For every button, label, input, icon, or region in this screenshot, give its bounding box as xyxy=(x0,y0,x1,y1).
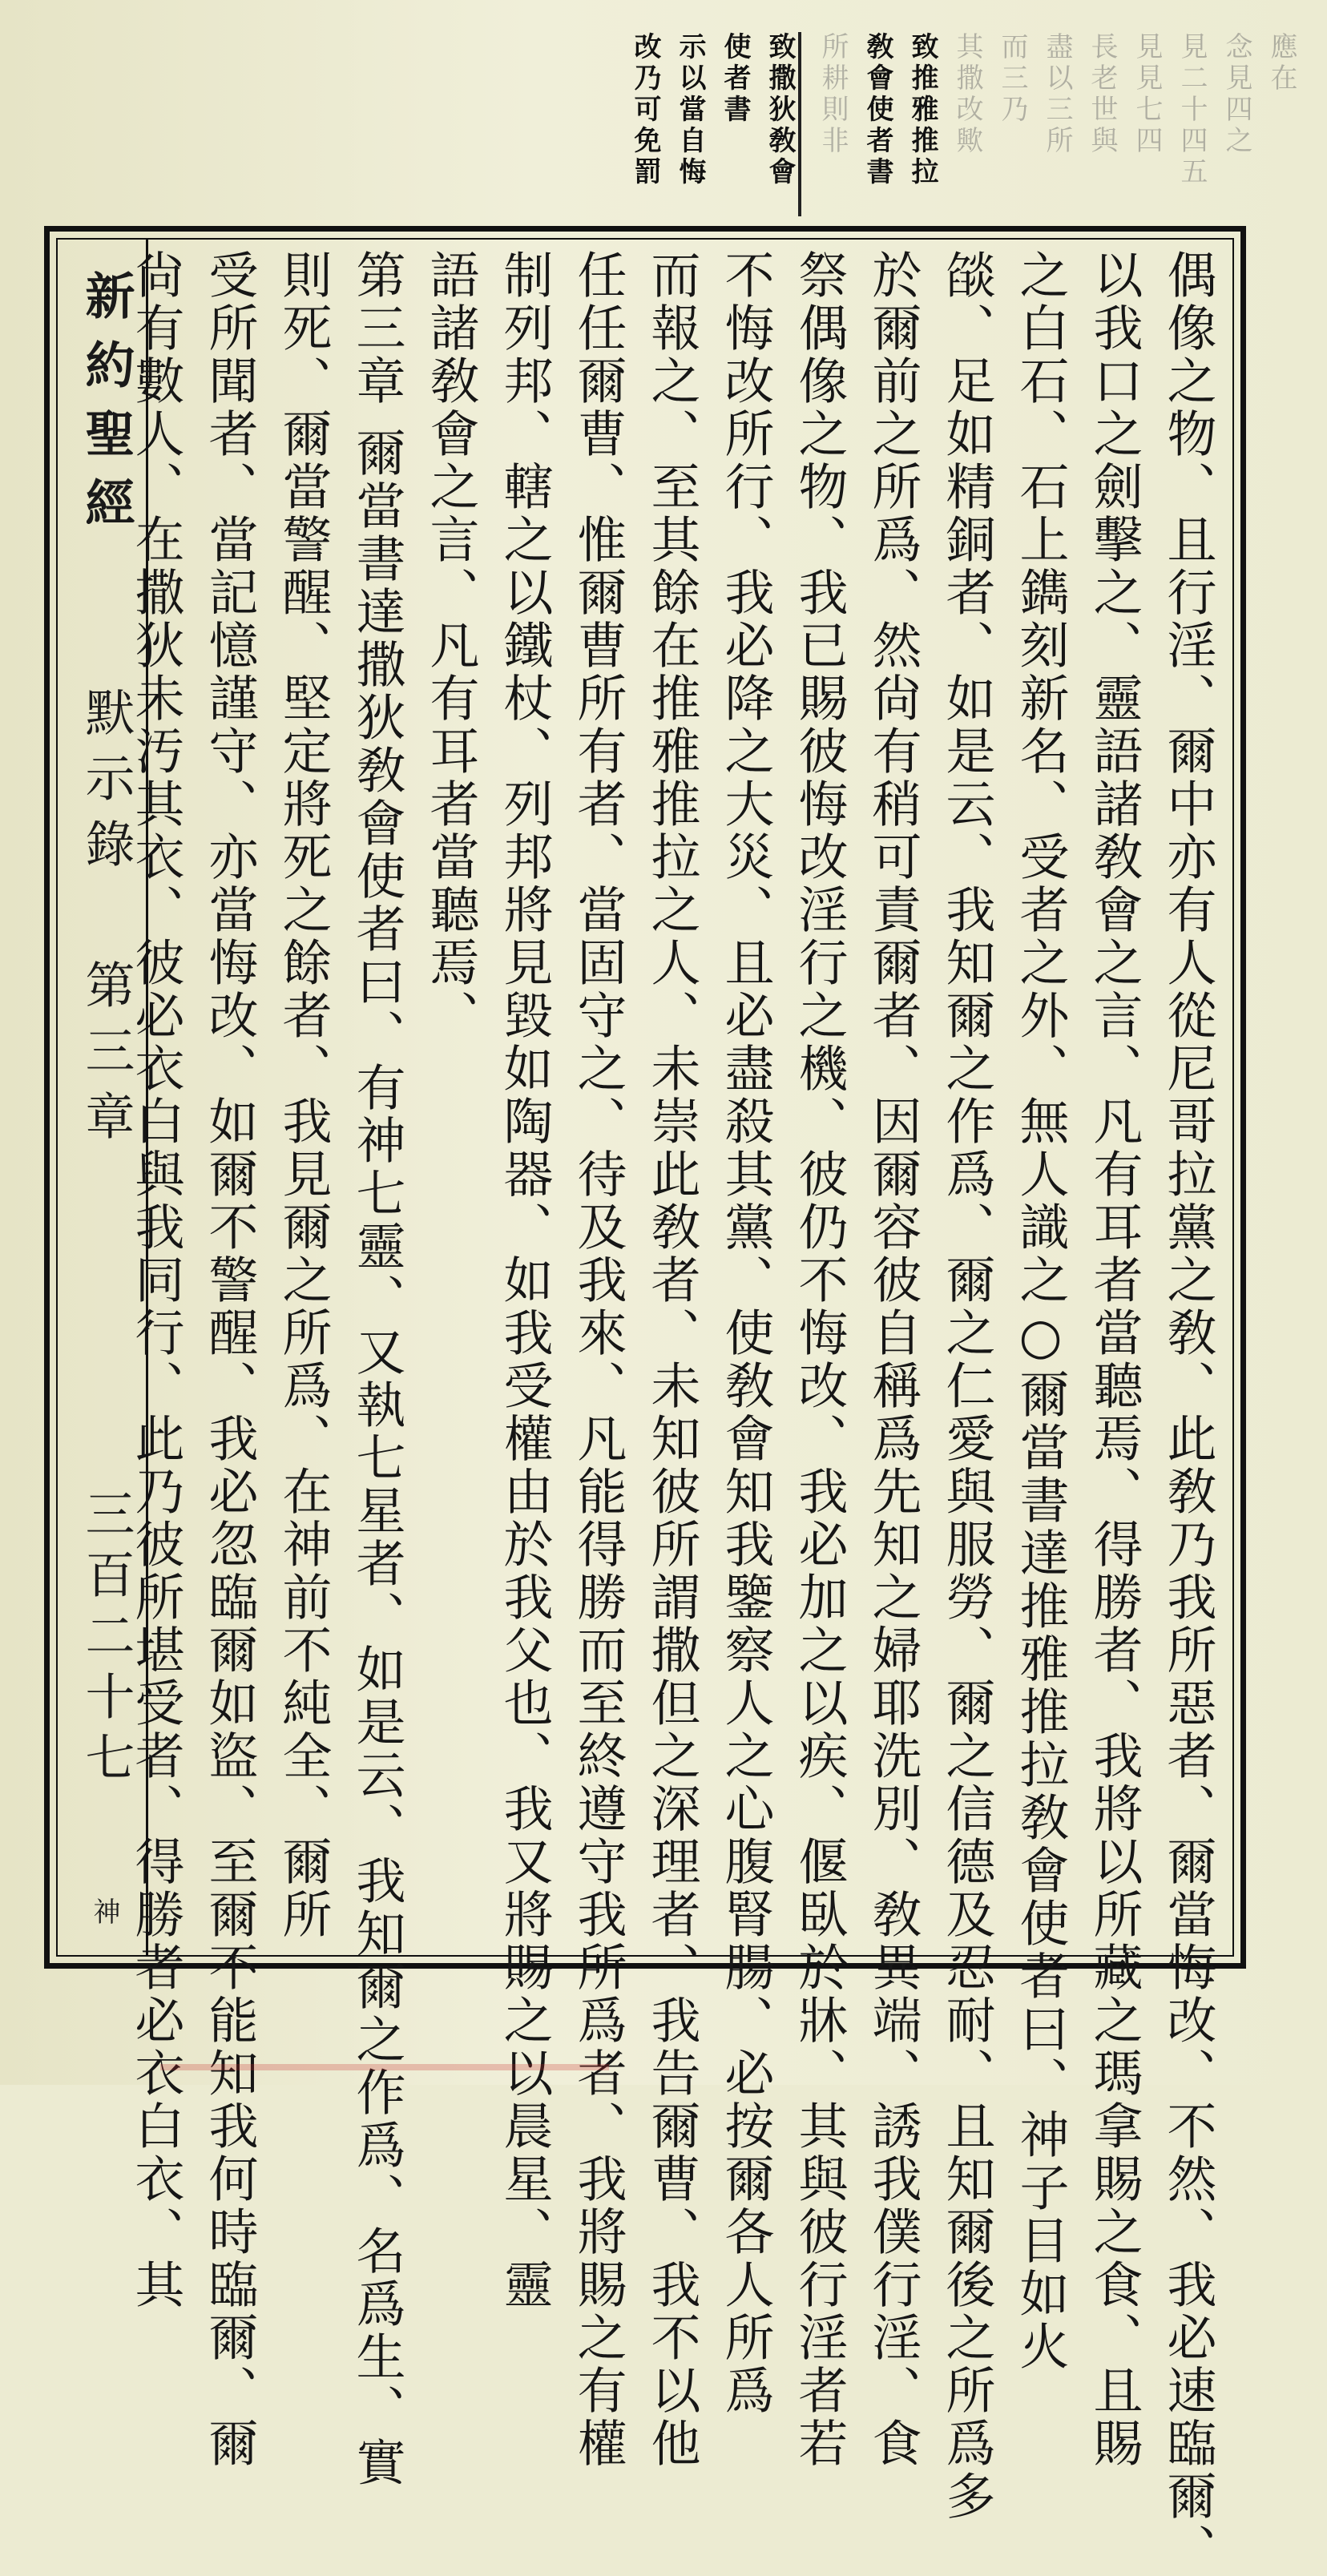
header-note: 盡以三所 xyxy=(1041,32,1073,157)
chapter-heading-column: 第三章 爾當書達撒狄敎會使者曰、有神七靈、又執七星者、如是云、我知爾之作爲、名爲生、實 xyxy=(348,249,406,2489)
text-column: 受所聞者、當記憶謹守、亦當悔改、如爾不警醒、我必忽臨爾如盜、至爾不能知我何時臨爾、爾 xyxy=(200,249,259,2470)
text-column: 語諸敎會之言、凡有耳者當聽焉、 xyxy=(421,249,480,1042)
text-column: 不悔改所行、我必降之大災、且必盡殺其黨、使敎會知我鑒察人之心腹腎腸、必按爾各人所爲 xyxy=(716,249,775,2417)
header-notes xyxy=(45,32,1295,216)
text-frame xyxy=(44,226,1246,2576)
text-column: 任任爾曹、惟爾曹所有者、當固守之、待及我來、凡能得勝而至終遵守我所爲者、我將賜之有權 xyxy=(569,249,627,2470)
bottom-edge-mark xyxy=(160,2064,609,2070)
text-column: 燄、足如精銅者、如是云、我知爾之作爲、爾之仁愛與服勞、爾之信德及忍耐、且知爾後之所爲多 xyxy=(938,249,996,2523)
text-column: 尙有數人、在撒狄未汚其衣、彼必衣白與我同行、此乃彼所堪受者、得勝者必衣白衣、其 xyxy=(127,249,185,2312)
running-title-strip xyxy=(56,238,148,1957)
header-note: 其撒改歟 xyxy=(951,32,983,157)
scripture-body xyxy=(119,249,1224,2576)
header-note-thyatira: 致推雅推拉 xyxy=(906,32,938,188)
header-note: 而三乃 xyxy=(996,32,1028,126)
header-note: 見二十四五 xyxy=(1176,32,1208,188)
chapter-title: 第三章 xyxy=(77,959,135,1156)
text-column: 於爾前之所爲、然尙有稍可責爾者、因爾容彼自稱爲先知之婦耶洗別、敎異端、誘我僕行淫、食 xyxy=(864,249,922,2470)
header-note-sardis: 改乃可免罰 xyxy=(629,32,661,188)
header-note: 長老世與 xyxy=(1086,32,1118,157)
header-note-sardis: 致撒狄敎會 xyxy=(766,32,801,216)
text-column: 以我口之劍擊之、靈語諸敎會之言、凡有耳者當聽焉、得勝者、我將以所藏之瑪拿賜之食、且賜 xyxy=(1085,249,1143,2470)
header-note: 見見七四 xyxy=(1131,32,1163,157)
header-note: 所耕則非 xyxy=(817,32,849,157)
page-number: 三百二十七 xyxy=(77,1488,135,1792)
header-note-thyatira: 敎會使者書 xyxy=(861,32,893,188)
text-column: 祭偶像之物、我已賜彼悔改淫行之機、彼仍不悔改、我必加之以疾、偃臥於牀、其與彼行淫者若 xyxy=(790,249,849,2470)
header-note: 應在 xyxy=(1265,32,1297,95)
text-column: 則死、爾當警醒、堅定將死之餘者、我見爾之所爲、在神前不純全、爾所 xyxy=(274,249,333,1941)
signature-mark: 神 xyxy=(88,1897,120,1925)
text-column: 偶像之物、且行淫、爾中亦有人從尼哥拉黨之敎、此敎乃我所惡者、爾當悔改、不然、我必速臨爾、 xyxy=(1159,249,1217,2576)
text-column: 制列邦、轄之以鐵杖、列邦將見毀如陶器、如我受權由於我父也、我又將賜之以晨星、靈 xyxy=(495,249,554,2312)
text-column: 而報之、至其餘在推雅推拉之人、未崇此敎者、未知彼所謂撒但之深理者、我告爾曹、我不以他 xyxy=(643,249,701,2470)
section-title: 默示錄 xyxy=(77,687,135,884)
text-column: 之白石、石上鐫刻新名、受者之外、無人識之○爾當書達推雅推拉敎會使者曰、神子目如火 xyxy=(1011,249,1070,2373)
header-note: 念見四之 xyxy=(1220,32,1252,157)
header-note-sardis: 示以當自悔 xyxy=(674,32,706,188)
header-note-sardis: 使者書 xyxy=(719,32,751,126)
book-title: 新約聖經 xyxy=(77,270,135,546)
